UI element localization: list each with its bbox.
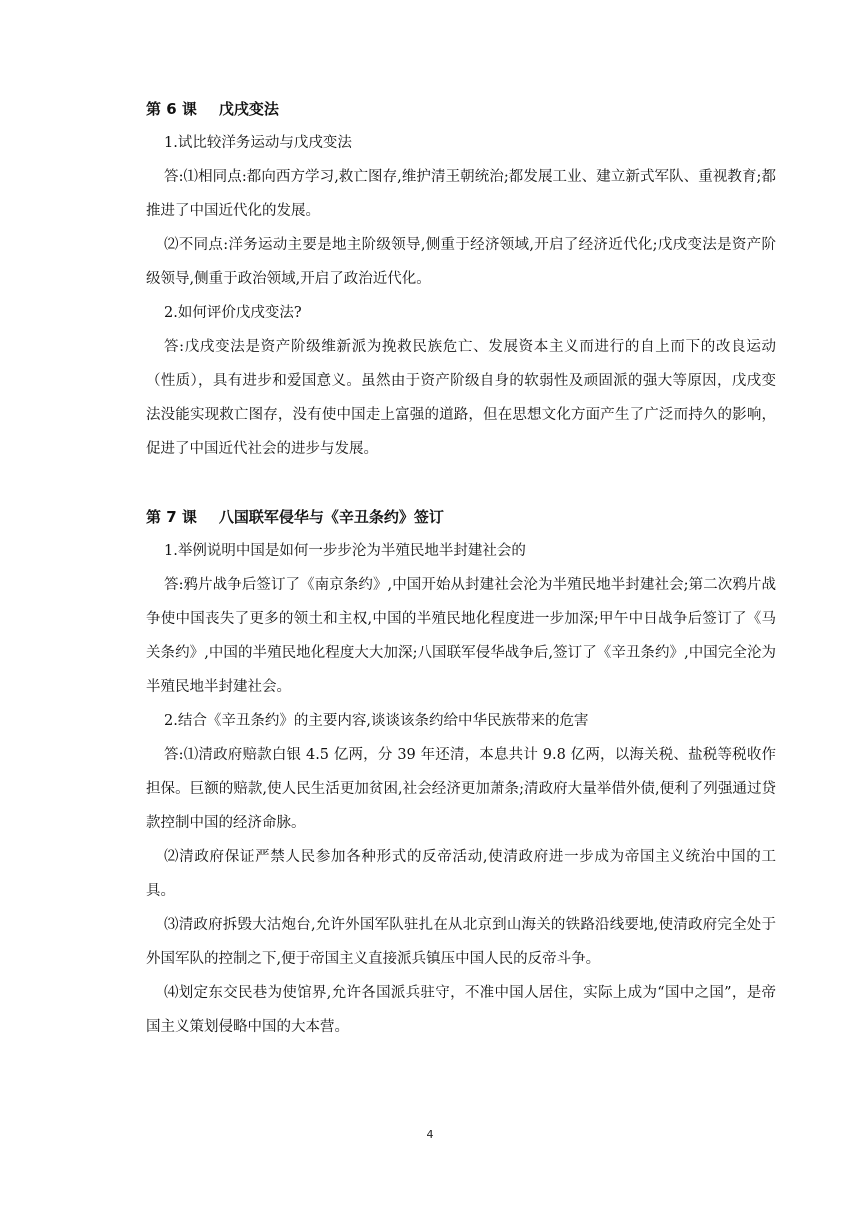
lesson-6-answer-2: 答:戊戌变法是资产阶级维新派为挽救民族危亡、发展资本主义而进行的自上而下的改良运动（性质），具有进步和爱国意义。虽然由于资产阶级自身的软弱性及顽固派的强大等原因，戊戌变法没能实现救亡图存，没有使中国走上富强的道路，但在思想文化方面产生了广泛而持久的影响，促进了中国近代社会的进步与发展。 [146,339,776,457]
lesson-6-question-2: 2.如何评价戊戌变法? [164,305,302,321]
lesson-6-number: 第 6 课 [146,100,197,118]
lesson-7-answer-1: 答:鸦片战争后签订了《南京条约》,中国开始从封建社会沦为半殖民地半封建社会;第二次鸦片战争使中国丧失了更多的领土和主权,中国的半殖民地化程度进一步加深;甲午中日战争后签订了《马关条约》,中国的半殖民地化程度大大加深;八国联军侵华战争后,签订了《辛丑条约》,中国完全沦为半殖民地半封建社会。 [146,577,776,695]
lesson-6-title: 戊戌变法 [218,100,279,118]
lesson-7-answer-2-part-4: ⑷划定东交民巷为使馆界,允许各国派兵驻守，不准中国人居住，实际上成为“国中之国”，是帝国主义策划侵略中国的大本营。 [146,985,776,1035]
lesson-7-section [146,500,776,1044]
lesson-7-answer-2-part-3: ⑶清政府拆毁大沽炮台,允许外国军队驻扎在从北京到山海关的铁路沿线要地,使清政府完全处于外国军队的控制之下,便于帝国主义直接派兵镇压中国人民的反帝斗争。 [146,917,776,967]
lesson-6-heading [146,92,776,126]
lesson-7-answer-2-part-1: 答:⑴清政府赔款白银 4.5 亿两，分 39 年还清，本息共计 9.8 亿两，以海关税、盐税等税收作担保。巨额的赔款,使人民生活更加贫困,社会经济更加萧条;清政府大量举借外债,便利了列强通过贷款控制中国的经济命脉。 [146,747,776,831]
lesson-7-question-1: 1.举例说明中国是如何一步步沦为半殖民地半封建社会的 [164,543,526,559]
lesson-7-question-2: 2.结合《辛丑条约》的主要内容,谈谈该条约给中华民族带来的危害 [164,713,589,729]
lesson-7-number: 第 7 课 [146,508,197,526]
lesson-7-title: 八国联军侵华与《辛丑条约》签订 [218,508,444,526]
lesson-6-answer-1-part-2: ⑵不同点:洋务运动主要是地主阶级领导,侧重于经济领域,开启了经济近代化;戊戌变法是资产阶级领导,侧重于政治领域,开启了政治近代化。 [146,237,776,287]
lesson-7-heading [146,500,776,534]
lesson-6-section [146,92,776,466]
lesson-6-answer-1-part-1: 答:⑴相同点:都向西方学习,救亡图存,维护清王朝统治;都发展工业、建立新式军队、重视教育;都推进了中国近代化的发展。 [146,169,776,219]
page-number: 4 [426,1128,434,1141]
lesson-7-answer-2-part-2: ⑵清政府保证严禁人民参加各种形式的反帝活动,使清政府进一步成为帝国主义统治中国的工具。 [146,849,776,899]
lesson-6-question-1: 1.试比较洋务运动与戊戌变法 [164,135,352,151]
